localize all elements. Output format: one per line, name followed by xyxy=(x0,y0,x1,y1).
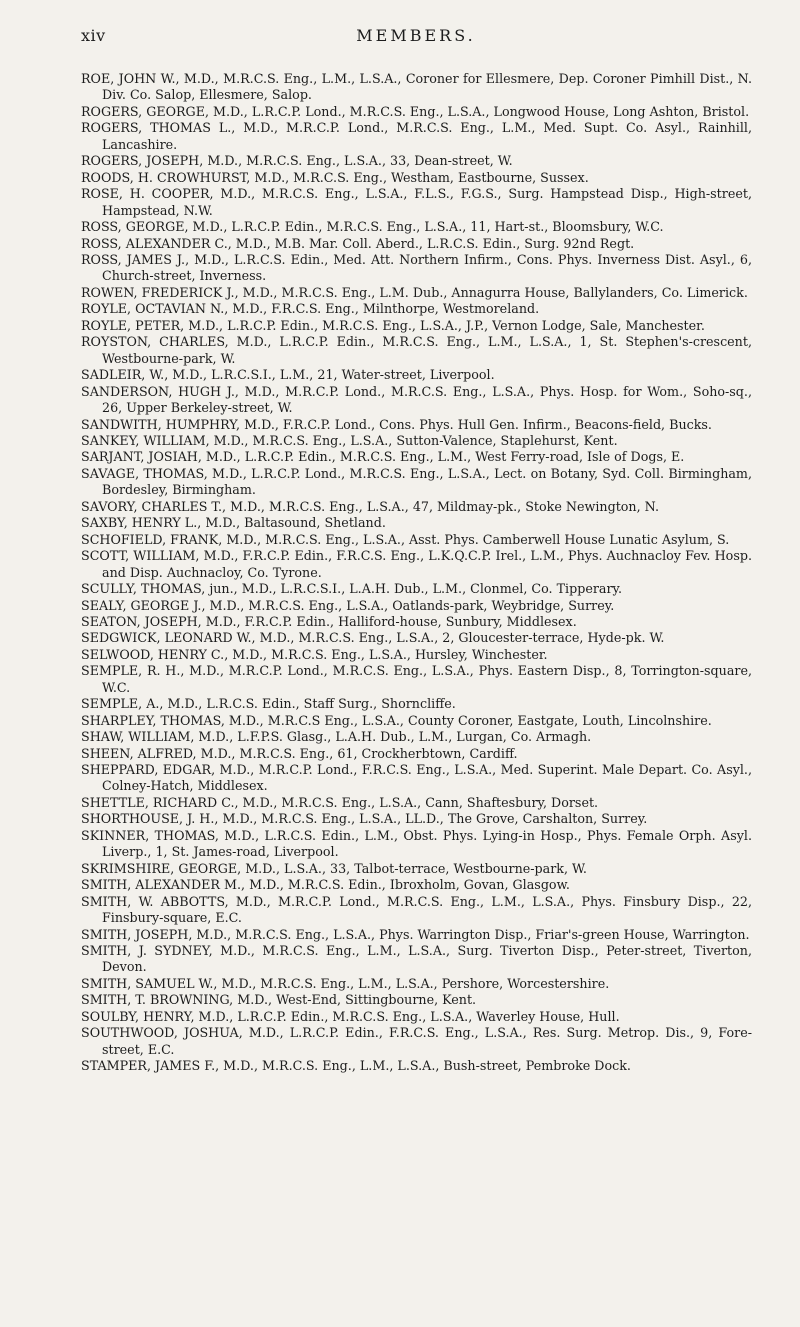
member-entry: ROGERS, THOMAS L., M.D., M.R.C.P. Lond., M.R.C.S. Eng., L.M., Med. Supt. Co. Asyl., Rainhill, Lancashire. xyxy=(81,120,752,152)
page-number: xiv xyxy=(81,26,106,45)
member-entry: SMITH, SAMUEL W., M.D., M.R.C.S. Eng., L.M., L.S.A., Pershore, Worcestershire. xyxy=(81,975,610,991)
member-entry: SMITH, T. BROWNING, M.D., West-End, Sittingbourne, Kent. xyxy=(81,992,477,1008)
member-entry: ROSE, H. COOPER, M.D., M.R.C.S. Eng., L.S.A., F.L.S., F.G.S., Surg. Hampstead Disp., High-street, Hampstead, N.W. xyxy=(81,186,752,218)
member-entry: SEMPLE, R. H., M.D., M.R.C.P. Lond., M.R.C.S. Eng., L.S.A., Phys. Eastern Disp., 8, Torrington-square, W.C. xyxy=(81,663,752,695)
member-entry: ROSS, ALEXANDER C., M.D., M.B. Mar. Coll. Aberd., L.R.C.S. Edin., Surg. 92nd Regt. xyxy=(81,235,635,251)
member-entry: SKINNER, THOMAS, M.D., L.R.C.S. Edin., L.M., Obst. Phys. Lying-in Hosp., Phys. Female Orph. Asyl. Liverp., 1, St. James-road, Liverpool. xyxy=(81,827,752,860)
member-entry: SHEPPARD, EDGAR, M.D., M.R.C.P. Lond., F.R.C.S. Eng., L.S.A., Med. Superint. Male Depart. Co. Asyl., Colney-Hatch, Middlesex. xyxy=(81,762,752,794)
member-entry: STAMPER, JAMES F., M.D., M.R.C.S. Eng., L.M., L.S.A., Bush-street, Pembroke Dock. xyxy=(81,1058,631,1074)
member-entry: SEALY, GEORGE J., M.D., M.R.C.S. Eng., L.S.A., Oatlands-park, Weybridge, Surrey. xyxy=(81,597,615,613)
member-entry: SMITH, ALEXANDER M., M.D., M.R.C.S. Edin., Ibroxholm, Govan, Glasgow. xyxy=(81,877,570,893)
member-entry: SMITH, JOSEPH, M.D., M.R.C.S. Eng., L.S.A., Phys. Warrington Disp., Friar's-green House, Warrington. xyxy=(81,926,750,942)
member-entry: SCULLY, THOMAS, jun., M.D., L.R.C.S.I., L.A.H. Dub., L.M., Clonmel, Co. Tipperary. xyxy=(81,581,623,597)
member-entry: SHORTHOUSE, J. H., M.D., M.R.C.S. Eng., L.S.A., LL.D., The Grove, Carshalton, Surrey. xyxy=(81,811,648,827)
member-entry: SCHOFIELD, FRANK, M.D., M.R.C.S. Eng., L.S.A., Asst. Phys. Camberwell House Lunatic Asylum, S. xyxy=(81,531,730,547)
member-entry: SEMPLE, A., M.D., L.R.C.S. Edin., Staff Surg., Shorncliffe. xyxy=(81,696,456,712)
member-entry: SHEEN, ALFRED, M.D., M.R.C.S. Eng., 61, Crockherbtown, Cardiff. xyxy=(81,745,518,761)
member-entry: ROYLE, PETER, M.D., L.R.C.P. Edin., M.R.C.S. Eng., L.S.A., J.P., Vernon Lodge, Sale, Manchester. xyxy=(81,317,705,333)
running-title: MEMBERS. xyxy=(356,26,476,45)
member-entry: SHETTLE, RICHARD C., M.D., M.R.C.S. Eng., L.S.A., Cann, Shaftesbury, Dorset. xyxy=(81,794,599,810)
member-entry: SANKEY, WILLIAM, M.D., M.R.C.S. Eng., L.S.A., Sutton-Valence, Staplehurst, Kent. xyxy=(81,432,618,448)
member-entry: SANDERSON, HUGH J., M.D., M.R.C.P. Lond., M.R.C.S. Eng., L.S.A., Phys. Hosp. for Wom., Soho-sq., 26, Upper Berkeley-street, W. xyxy=(81,383,752,416)
member-entry: ROODS, H. CROWHURST, M.D., M.R.C.S. Eng., Westham, Eastbourne, Sussex. xyxy=(81,169,589,185)
member-entry: SAVORY, CHARLES T., M.D., M.R.C.S. Eng., L.S.A., 47, Mildmay-pk., Stoke Newington, N. xyxy=(81,498,659,514)
member-entry: SANDWITH, HUMPHRY, M.D., F.R.C.P. Lond., Cons. Phys. Hull Gen. Infirm., Beacons-field, Bucks. xyxy=(81,416,712,432)
member-entry: SARJANT, JOSIAH, M.D., L.R.C.P. Edin., M.R.C.S. Eng., L.M., West Ferry-road, Isle of Dogs, E. xyxy=(81,449,685,465)
member-entry: SCOTT, WILLIAM, M.D., F.R.C.P. Edin., F.R.C.S. Eng., L.K.Q.C.P. Irel., L.M., Phys. Auchnacloy Fev. Hosp. and Disp. Auchnacloy, Co. Tyrone. xyxy=(81,548,752,580)
member-entry: ROYLE, OCTAVIAN N., M.D., F.R.C.S. Eng., Milnthorpe, Westmoreland. xyxy=(81,301,540,317)
member-entry: ROSS, GEORGE, M.D., L.R.C.P. Edin., M.R.C.S. Eng., L.S.A., 11, Hart-st., Bloomsbury, W.C. xyxy=(81,219,664,235)
member-entry: ROSS, JAMES J., M.D., L.R.C.S. Edin., Med. Att. Northern Infirm., Cons. Phys. Inverness Dist. Asyl., 6, Church-street, Inverness. xyxy=(81,251,752,284)
member-entry: ROE, JOHN W., M.D., M.R.C.S. Eng., L.M., L.S.A., Coroner for Ellesmere, Dep. Coroner Pimhill Dist., N. Div. Co. Salop, Ellesmere, Salop. xyxy=(81,71,752,103)
member-entry: SEDGWICK, LEONARD W., M.D., M.R.C.S. Eng., L.S.A., 2, Gloucester-terrace, Hyde-pk. W. xyxy=(81,630,665,646)
member-entry: SMITH, W. ABBOTTS, M.D., M.R.C.P. Lond., M.R.C.S. Eng., L.M., L.S.A., Phys. Finsbury Disp., 22, Finsbury-square, E.C. xyxy=(81,893,752,926)
member-entry: SELWOOD, HENRY C., M.D., M.R.C.S. Eng., L.S.A., Hursley, Winchester. xyxy=(81,646,548,662)
member-entry: ROGERS, JOSEPH, M.D., M.R.C.S. Eng., L.S.A., 33, Dean-street, W. xyxy=(81,153,513,169)
member-entry: SHAW, WILLIAM, M.D., L.F.P.S. Glasg., L.A.H. Dub., L.M., Lurgan, Co. Armagh. xyxy=(81,729,592,745)
member-entry: SMITH, J. SYDNEY, M.D., M.R.C.S. Eng., L.M., L.S.A., Surg. Tiverton Disp., Peter-street, Tiverton, Devon. xyxy=(81,943,752,975)
page-header xyxy=(81,26,751,50)
member-entry: SEATON, JOSEPH, M.D., F.R.C.P. Edin., Halliford-house, Sunbury, Middlesex. xyxy=(81,613,577,629)
member-entry: SKRIMSHIRE, GEORGE, M.D., L.S.A., 33, Talbot-terrace, Westbourne-park, W. xyxy=(81,860,587,876)
member-entry: SOULBY, HENRY, M.D., L.R.C.P. Edin., M.R.C.S. Eng., L.S.A., Waverley House, Hull. xyxy=(81,1008,620,1024)
member-entry: ROYSTON, CHARLES, M.D., L.R.C.P. Edin., M.R.C.S. Eng., L.M., L.S.A., 1, St. Stephen's-crescent, Westbourne-park, W. xyxy=(81,334,752,366)
member-entry: SAXBY, HENRY L., M.D., Baltasound, Shetland. xyxy=(81,515,386,531)
member-entry: ROGERS, GEORGE, M.D., L.R.C.P. Lond., M.R.C.S. Eng., L.S.A., Longwood House, Long Ashton, Bristol. xyxy=(81,103,750,119)
member-entry: SADLEIR, W., M.D., L.R.C.S.I., L.M., 21, Water-street, Liverpool. xyxy=(81,367,495,383)
member-entry: SOUTHWOOD, JOSHUA, M.D., L.R.C.P. Edin., F.R.C.S. Eng., L.S.A., Res. Surg. Metrop. Dis., 9, Fore-street, E.C. xyxy=(81,1025,752,1057)
member-entry: ROWEN, FREDERICK J., M.D., M.R.C.S. Eng., L.M. Dub., Annagurra House, Ballylanders, Co. Limerick. xyxy=(81,284,748,300)
member-list xyxy=(81,71,752,1075)
member-entry: SAVAGE, THOMAS, M.D., L.R.C.P. Lond., M.R.C.S. Eng., L.S.A., Lect. on Botany, Syd. Coll. Birmingham, Bordesley, Birmingham. xyxy=(81,465,752,498)
member-entry: SHARPLEY, THOMAS, M.D., M.R.C.S Eng., L.S.A., County Coroner, Eastgate, Louth, Lincolnshire. xyxy=(81,712,712,728)
